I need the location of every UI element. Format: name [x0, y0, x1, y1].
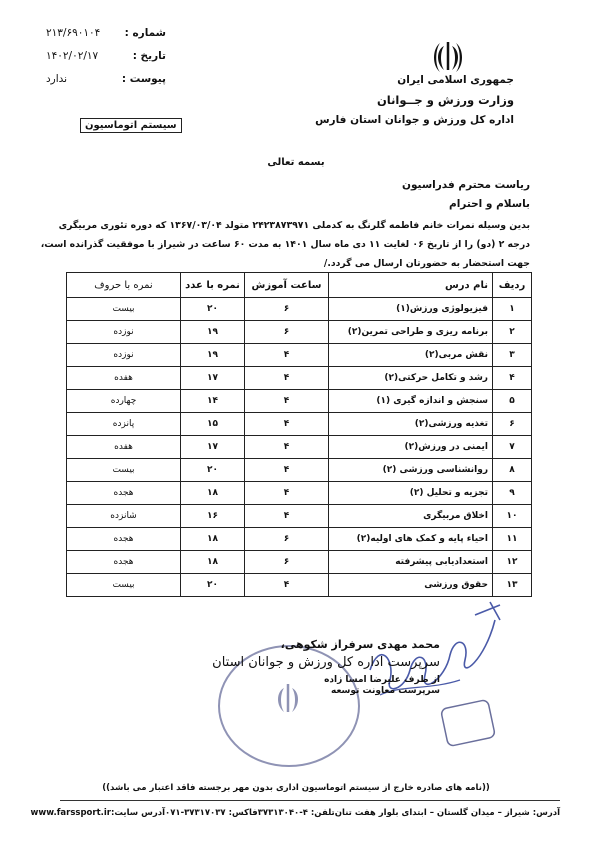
small-stamp	[440, 698, 496, 748]
grade-number: ۱۷	[181, 367, 245, 390]
course-name: اخلاق مربیگری	[329, 505, 493, 528]
table-row	[67, 298, 532, 321]
grade-number: ۱۹	[181, 321, 245, 344]
attachment-value: ندارد	[46, 73, 68, 85]
grade-number: ۱۸	[181, 482, 245, 505]
row-number: ۱	[493, 298, 532, 321]
table-row	[67, 321, 532, 344]
org-line-2: وزارت ورزش و جــوانان	[376, 93, 514, 107]
table-row	[67, 528, 532, 551]
table-row	[67, 482, 532, 505]
letter-body: بدین وسیله نمرات خانم فاطمه گلرنگ به کدملی ۲۴۲۳۸۷۳۹۷۱ متولد ۱۳۶۷/۰۳/۰۴ که دوره تئوری مربیگری درجه ۲ (دو) را از تاریخ ۰۶ لغایت ۱۱ دی ماه سال ۱۴۰۱ به مدت ۶۰ ساعت در شیراز با موفقیت گذرانده است، جهت استحضار به حضورتان ارسال می گردد./	[40, 220, 530, 269]
on-behalf-title: سرپرست معاونت توسعه	[330, 686, 440, 696]
training-hours: ۶	[245, 321, 329, 344]
signer-name: محمد مهدی سرفراز شکوهی،	[280, 638, 440, 651]
table-header-row	[67, 273, 532, 298]
row-number: ۴	[493, 367, 532, 390]
grade-words: بیست	[67, 574, 181, 597]
footer-fax: فاکس: ۳۷۳۱۷۰۳۷-۰۷۱	[165, 808, 258, 818]
bismillah: بسمه تعالی	[267, 157, 325, 168]
header-grade-words: نمره با حروف	[67, 273, 181, 298]
training-hours: ۶	[245, 528, 329, 551]
grade-words: بیست	[67, 298, 181, 321]
training-hours: ۴	[245, 367, 329, 390]
grades-table	[66, 272, 532, 597]
table-row	[67, 505, 532, 528]
course-name: برنامه ریزی و طراحی تمرین(۲)	[329, 321, 493, 344]
salutation: باسلام و احترام	[449, 198, 530, 210]
course-name: تجزیه و تحلیل (۲)	[329, 482, 493, 505]
row-number: ۵	[493, 390, 532, 413]
signer-title: سرپرست اداره کل ورزش و جوانان استان	[212, 655, 440, 670]
grade-words: شانزده	[67, 505, 181, 528]
grade-number: ۱۴	[181, 390, 245, 413]
ministry-header	[315, 70, 514, 130]
on-behalf-name: از طرف علیرضا امسا زاده	[324, 675, 440, 685]
training-hours: ۴	[245, 459, 329, 482]
grade-words: هجده	[67, 528, 181, 551]
course-name: احیاء پایه و کمک های اولیه(۲)	[329, 528, 493, 551]
greeting	[402, 176, 530, 214]
training-hours: ۴	[245, 482, 329, 505]
grade-words: پانزده	[67, 413, 181, 436]
header-row-no: ردیف	[493, 273, 532, 298]
footer-note: ((نامه های صادره خارج از سیستم اتوماسیون اداری بدون مهر برجسته فاقد اعتبار می باشد))	[102, 783, 490, 793]
training-hours: ۴	[245, 344, 329, 367]
row-number: ۷	[493, 436, 532, 459]
row-number: ۱۳	[493, 574, 532, 597]
row-number: ۹	[493, 482, 532, 505]
grade-words: هجده	[67, 551, 181, 574]
grade-words: نوزده	[67, 321, 181, 344]
table-row	[67, 344, 532, 367]
header-hours: ساعت آموزش	[245, 273, 329, 298]
table-row	[67, 367, 532, 390]
course-name: استعدادیابی پیشرفته	[329, 551, 493, 574]
course-name: ایمنی در ورزش(۲)	[329, 436, 493, 459]
row-number: ۶	[493, 413, 532, 436]
course-name: روانشناسی ورزشی (۲)	[329, 459, 493, 482]
table-row	[67, 459, 532, 482]
grade-number: ۱۷	[181, 436, 245, 459]
grade-number: ۲۰	[181, 459, 245, 482]
training-hours: ۴	[245, 390, 329, 413]
iran-emblem-icon	[430, 40, 466, 74]
number-label: شماره :	[124, 27, 166, 39]
footer-site-label: آدرس سایت:	[111, 808, 165, 818]
grade-number: ۱۸	[181, 551, 245, 574]
row-number: ۱۰	[493, 505, 532, 528]
training-hours: ۴	[245, 413, 329, 436]
grade-number: ۲۰	[181, 574, 245, 597]
org-line-3: اداره کل ورزش و جوانان استان فارس	[315, 114, 514, 126]
training-hours: ۶	[245, 551, 329, 574]
grade-number: ۱۸	[181, 528, 245, 551]
footer-divider	[60, 800, 560, 801]
grade-number: ۱۶	[181, 505, 245, 528]
row-number: ۱۱	[493, 528, 532, 551]
letter-meta	[46, 22, 166, 91]
header-course: نام درس	[329, 273, 493, 298]
grade-words: هفده	[67, 367, 181, 390]
row-number: ۸	[493, 459, 532, 482]
grade-words: هجده	[67, 482, 181, 505]
org-line-1: جمهوری اسلامی ایران	[397, 74, 514, 86]
grade-number: ۲۰	[181, 298, 245, 321]
header-grade-number: نمره با عدد	[181, 273, 245, 298]
automation-badge: سیستم اتوماسیون	[80, 118, 182, 133]
footer	[30, 808, 560, 818]
footer-address: آدرس: شیراز – میدان گلستان – ابتدای بلوار هفت تنان	[334, 808, 560, 818]
course-name: حقوق ورزشی	[329, 574, 493, 597]
footer-phone: تلفن: ۴-۳۷۳۱۳۰۴۰	[257, 808, 335, 818]
training-hours: ۴	[245, 436, 329, 459]
row-number: ۱۲	[493, 551, 532, 574]
course-name: تغذیه ورزشی(۲)	[329, 413, 493, 436]
signature-block	[100, 638, 440, 696]
table-row	[67, 436, 532, 459]
grade-number: ۱۵	[181, 413, 245, 436]
course-name: سنجش و اندازه گیری (۱)	[329, 390, 493, 413]
attachment-label: پیوست :	[121, 73, 166, 85]
date-value: ۱۴۰۲/۰۲/۱۷	[46, 50, 99, 62]
training-hours: ۶	[245, 298, 329, 321]
table-row	[67, 390, 532, 413]
grade-words: هفده	[67, 436, 181, 459]
course-name: فیزیولوژی ورزش(۱)	[329, 298, 493, 321]
course-name: نقش مربی(۲)	[329, 344, 493, 367]
table-row	[67, 413, 532, 436]
training-hours: ۴	[245, 574, 329, 597]
recipient: ریاست محترم فدراسیون	[401, 179, 530, 191]
date-label: تاریخ :	[132, 50, 166, 62]
row-number: ۲	[493, 321, 532, 344]
training-hours: ۴	[245, 505, 329, 528]
number-value: ۲۱۳/۶۹۰۱۰۴	[46, 27, 101, 39]
grade-words: چهارده	[67, 390, 181, 413]
grade-words: نوزده	[67, 344, 181, 367]
table-row	[67, 574, 532, 597]
row-number: ۳	[493, 344, 532, 367]
table-row	[67, 551, 532, 574]
grade-words: بیست	[67, 459, 181, 482]
course-name: رشد و تکامل حرکتی(۲)	[329, 367, 493, 390]
grade-number: ۱۹	[181, 344, 245, 367]
footer-site-link[interactable]: www.farssport.ir	[30, 808, 111, 818]
